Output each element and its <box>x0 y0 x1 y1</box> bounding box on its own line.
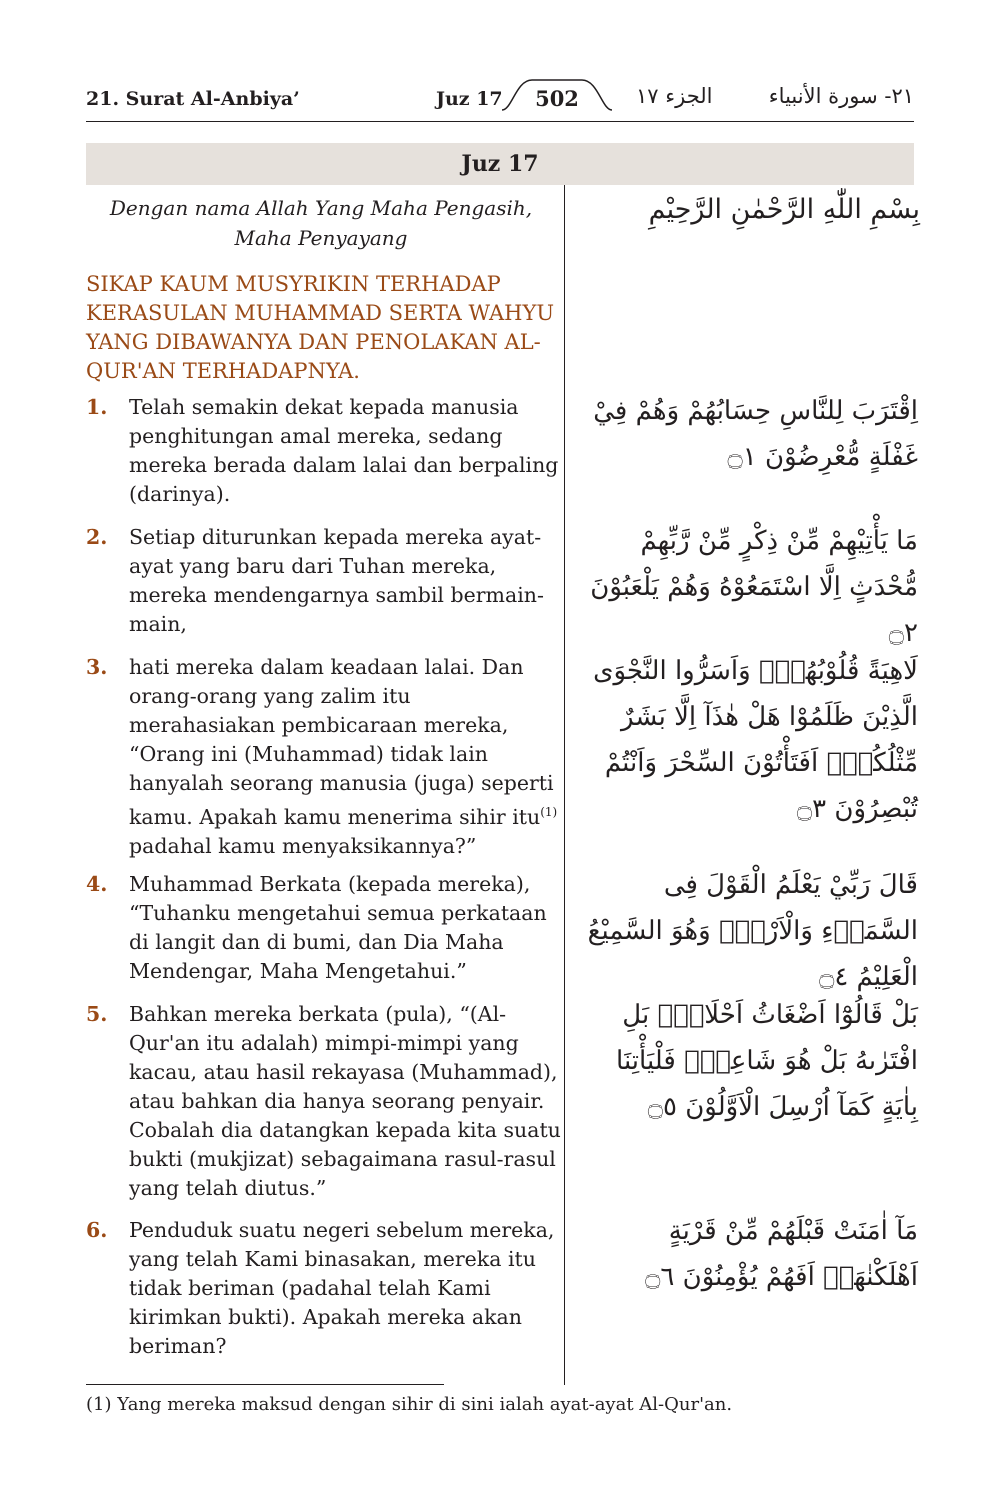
header-divider <box>86 121 914 122</box>
verse-5-arabic: بَلْ قَالُوْٓا اَضْغَاثُ اَحْلَامٍۢ بَلِ افْتَرٰىهُ بَلْ هُوَ شَاعِرٌۖ فَلْيَأْتِنَا بِاٰيَةٍ كَمَآ اُرْسِلَ الْاَوَّلُوْنَ ۝٥ <box>616 1000 918 1122</box>
basmala-arabic: بِسْمِ اللّٰهِ الرَّحْمٰنِ الرَّحِيْمِ <box>648 194 920 225</box>
verse-number: 1. <box>86 395 108 419</box>
verse-number: 5. <box>86 1002 108 1026</box>
verse-translation: Telah semakin dekat kepada manusia penghitungan amal mereka, sedang mereka berada dalam lalai dan berpaling (darinya). <box>129 395 559 506</box>
basmala-translation: Dengan nama Allah Yang Maha Pengasih, Maha Penyayang <box>109 196 533 250</box>
verse-1-arabic: اِقْتَرَبَ لِلنَّاسِ حِسَابُهُمْ وَهُمْ فِيْ غَفْلَةٍ مُّعْرِضُوْنَ ۝١ <box>593 396 918 472</box>
verse-translation: Bahkan mereka berkata (pula), “(Al-Qur'an itu adalah) mimpi-mimpi yang kacau, atau hasil rekayasa (Muhammad), atau bahkan dia hanya seorang penyair. Cobalah dia datangkan kepada kita suatu bukti (mukjizat) sebagaimana rasul-rasul yang telah diutus.” <box>129 1002 561 1200</box>
verse-text-part: hati mereka dalam keadaan lalai. Dan orang-orang yang zalim itu merahasiakan pembicaraan mereka, “Orang ini (Muhammad) tidak lain hanyalah seorang manusia (juga) seperti kamu. Apakah kamu menerima sihir itu <box>129 655 554 829</box>
juz-banner <box>86 143 914 185</box>
verse-2 <box>86 523 561 639</box>
verse-number: 6. <box>86 1218 108 1242</box>
verse-translation <box>129 653 561 861</box>
page-number: 502 <box>535 86 579 111</box>
verse-translation: Muhammad Berkata (kepada mereka), “Tuhanku mengetahui semua perkataan di langit dan di bumi, dan Dia Maha Mendengar, Maha Mengetahui.” <box>129 872 547 983</box>
verse-3 <box>86 653 561 861</box>
juz-banner-label: Juz 17 <box>461 151 539 177</box>
verse-number: 2. <box>86 525 108 549</box>
column-divider <box>564 185 565 1385</box>
footnote-divider <box>86 1384 444 1385</box>
verse-4 <box>86 870 561 986</box>
verse-1 <box>86 393 561 509</box>
verse-6 <box>86 1216 561 1361</box>
surah-title-arabic: ٢١- سورة الأنبياء <box>768 84 914 108</box>
verse-6-arabic: مَآ اٰمَنَتْ قَبْلَهُمْ مِّنْ قَرْيَةٍ اَهْلَكْنٰهَاۚ اَفَهُمْ يُؤْمِنُوْنَ ۝٦ <box>645 1216 918 1292</box>
verse-translation: Penduduk suatu negeri sebelum mereka, yang telah Kami binasakan, mereka itu tidak beriman (padahal telah Kami kirimkan bukti). Apakah mereka akan beriman? <box>129 1218 555 1358</box>
page-number-tab <box>502 76 612 120</box>
surah-title-latin: 21. Surat Al-Anbiya’ <box>86 88 300 110</box>
verse-text-part: padahal kamu menyaksikannya?” <box>129 833 477 858</box>
section-title: SIKAP KAUM MUSYRIKIN TERHADAP KERASULAN MUHAMMAD SERTA WAHYU YANG DIBAWANYA DAN PENOLAKAN AL-QUR'AN TERHADAPNYA. <box>86 272 555 383</box>
footnote: (1) Yang mereka maksud dengan sihir di sini ialah ayat-ayat Al-Qur'an. <box>86 1394 733 1415</box>
verse-number: 4. <box>86 872 108 896</box>
juz-label-arabic: الجزء ١٧ <box>636 84 713 108</box>
verse-5 <box>86 1000 561 1203</box>
juz-label-latin: Juz 17 <box>436 88 503 110</box>
verse-4-arabic: قَالَ رَبِّيْ يَعْلَمُ الْقَوْلَ فِى السَّمَاۤءِ وَالْاَرْضِۖ وَهُوَ السَّمِيْعُ الْعَلِيْمُ ۝٤ <box>587 870 918 992</box>
verse-3-arabic: لَاهِيَةً قُلُوْبُهُمْۗ وَاَسَرُّوا النَّجْوَى الَّذِيْنَ ظَلَمُوْا هَلْ هٰذَآ اِلَّا بَشَرٌ مِّثْلُكُمْۚ اَفَتَأْتُوْنَ السِّحْرَ وَاَنْتُمْ تُبْصِرُوْنَ ۝٣ <box>593 656 918 824</box>
footnote-reference: (1) <box>540 805 558 819</box>
verse-2-arabic: مَا يَأْتِيْهِمْ مِّنْ ذِكْرٍ مِّنْ رَّبِّهِمْ مُّحْدَثٍ اِلَّا اسْتَمَعُوْهُ وَهُمْ يَلْعَبُوْنَ ۝٢ <box>590 526 918 648</box>
page-header <box>86 84 914 124</box>
verse-translation: Setiap diturunkan kepada mereka ayat-ayat yang baru dari Tuhan mereka, mereka mendengarnya sambil bermain-main, <box>129 525 544 636</box>
verse-number: 3. <box>86 655 108 679</box>
